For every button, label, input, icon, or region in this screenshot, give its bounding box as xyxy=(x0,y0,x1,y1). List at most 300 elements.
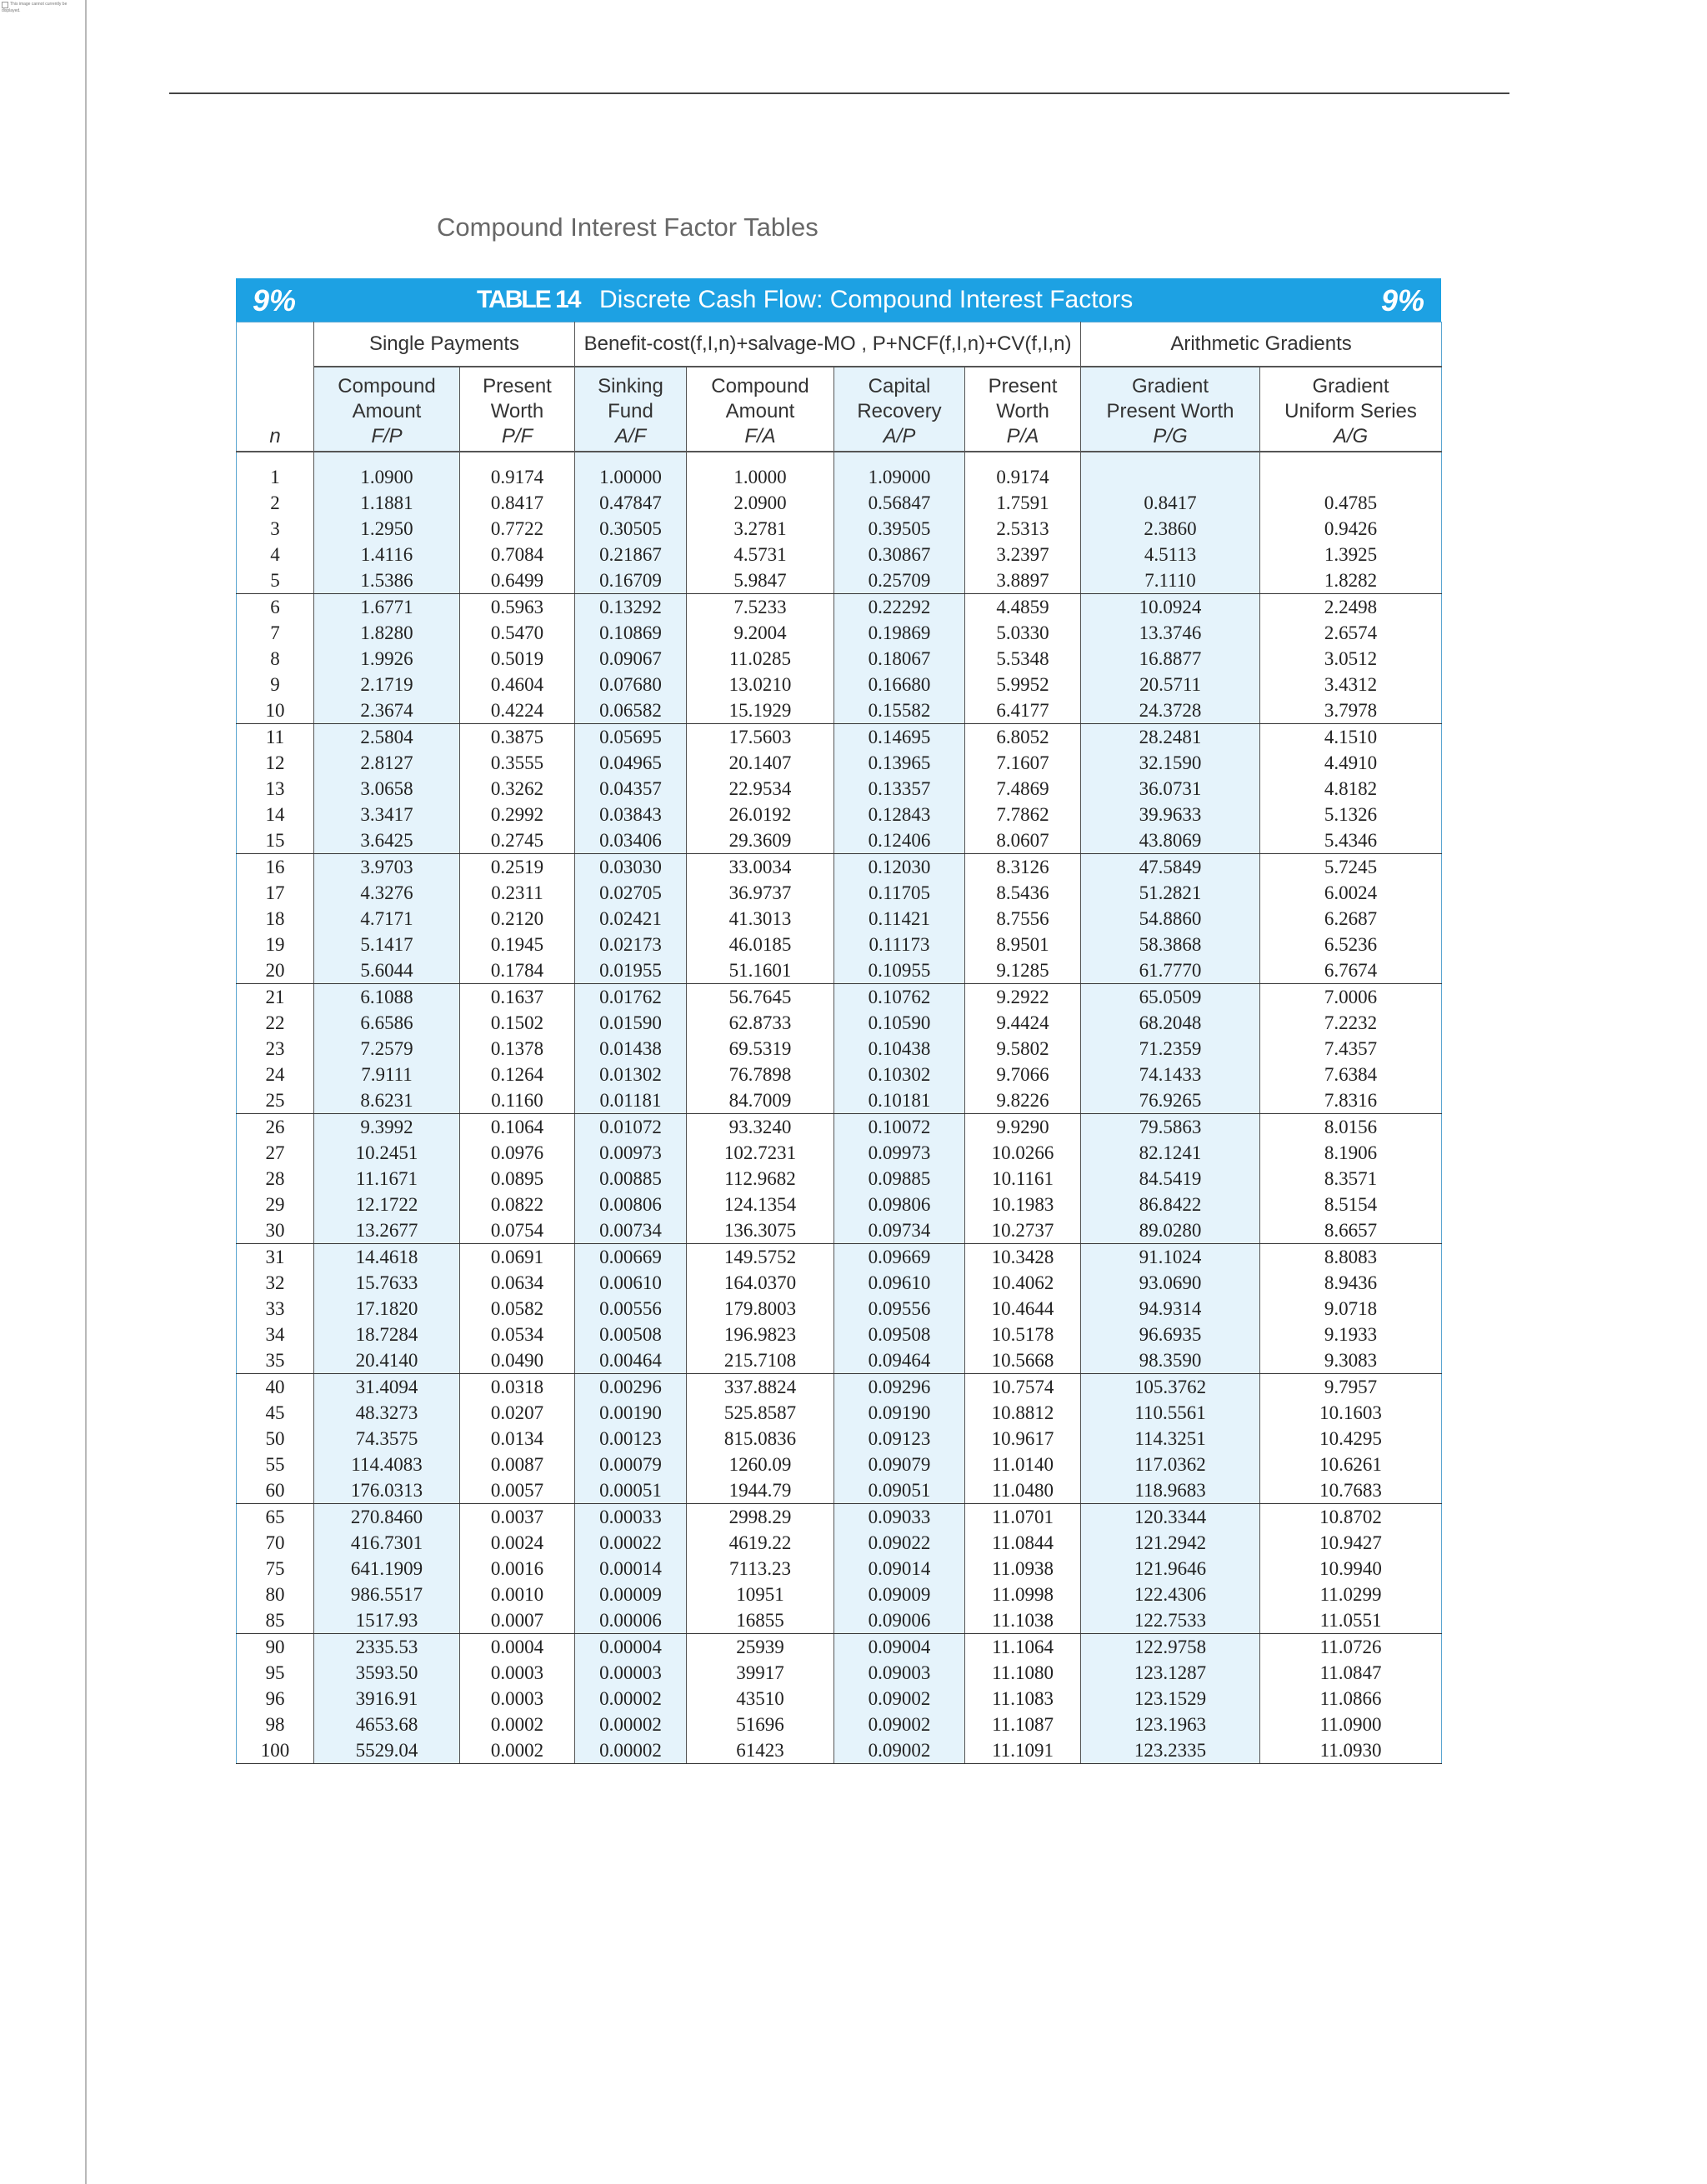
column-symbol: n xyxy=(269,425,281,447)
column-label: Amount xyxy=(352,400,422,422)
factor-cell: 1.0000 xyxy=(687,464,834,490)
period-cell: 11 xyxy=(265,727,285,747)
factor-cell: 0.09508 xyxy=(834,1322,965,1347)
factor-cell: 15.7633 xyxy=(314,1270,460,1296)
factor-cell: 0.15582 xyxy=(834,697,965,724)
factor-cell: 10.8812 xyxy=(965,1400,1081,1426)
factor-cell: 7.9111 xyxy=(314,1062,460,1087)
factor-cell: 5.4346 xyxy=(1260,827,1442,854)
factor-cell: 0.1784 xyxy=(460,957,575,984)
factor-cell: 48.3273 xyxy=(314,1400,460,1426)
table-row xyxy=(237,1166,1442,1192)
factor-cell: 84.5419 xyxy=(1081,1166,1260,1192)
factor-cell: 0.6499 xyxy=(460,567,575,594)
factor-cell: 0.00734 xyxy=(575,1217,687,1244)
factor-cell: 4619.22 xyxy=(687,1530,834,1556)
factor-cell: 33.0034 xyxy=(687,854,834,881)
factor-cell: 5.7245 xyxy=(1260,854,1442,881)
factor-cell: 0.00806 xyxy=(575,1192,687,1217)
factor-cell: 416.7301 xyxy=(314,1530,460,1556)
factor-cell: 122.4306 xyxy=(1081,1582,1260,1607)
factor-cell: 47.5849 xyxy=(1081,854,1260,881)
table-number: TABLE 14 xyxy=(477,286,580,313)
factor-cell: 0.39505 xyxy=(834,516,965,542)
factor-cell: 0.00022 xyxy=(575,1530,687,1556)
factor-cell: 9.5802 xyxy=(965,1036,1081,1062)
factor-cell: 986.5517 xyxy=(314,1582,460,1607)
factor-cell: 3.7978 xyxy=(1260,697,1442,724)
factor-cell: 56.7645 xyxy=(687,984,834,1011)
factor-cell: 10.5178 xyxy=(965,1322,1081,1347)
factor-cell: 0.0134 xyxy=(460,1426,575,1452)
factor-cell: 3.9703 xyxy=(314,854,460,881)
factor-cell: 0.0037 xyxy=(460,1504,575,1531)
factor-cell: 4.3276 xyxy=(314,880,460,906)
factor-cell: 11.0998 xyxy=(965,1582,1081,1607)
factor-cell: 82.1241 xyxy=(1081,1140,1260,1166)
factor-cell: 0.0004 xyxy=(460,1634,575,1661)
period-cell: 16 xyxy=(265,857,285,877)
period-cell: 7 xyxy=(270,622,280,643)
factor-cell: 51.1601 xyxy=(687,957,834,984)
factor-cell: 11.0866 xyxy=(1260,1686,1442,1712)
factor-cell: 2.6574 xyxy=(1260,620,1442,646)
factor-cell: 31.4094 xyxy=(314,1374,460,1401)
period-cell: 85 xyxy=(237,1607,314,1634)
table-row xyxy=(237,1296,1442,1322)
table-row xyxy=(237,490,1442,516)
factor-cell: 7.8316 xyxy=(1260,1087,1442,1114)
table-row xyxy=(237,542,1442,567)
factor-cell: 0.09610 xyxy=(834,1270,965,1296)
factor-cell: 7.0006 xyxy=(1260,984,1442,1011)
factor-cell: 6.6586 xyxy=(314,1010,460,1036)
factor-cell: 3.0658 xyxy=(314,776,460,802)
factor-cell: 25939 xyxy=(687,1634,834,1661)
factor-cell: 1.5386 xyxy=(314,567,460,594)
factor-cell: 10.4644 xyxy=(965,1296,1081,1322)
factor-cell: 0.10762 xyxy=(834,984,965,1011)
factor-cell: 0.8417 xyxy=(1081,490,1260,516)
factor-cell: 9.9290 xyxy=(965,1114,1081,1141)
factor-cell: 3916.91 xyxy=(314,1686,460,1712)
factor-cell: 8.9436 xyxy=(1260,1270,1442,1296)
factor-cell: 9.3992 xyxy=(314,1114,460,1141)
factor-cell: 9.7957 xyxy=(1260,1374,1442,1401)
factor-cell: 2.3860 xyxy=(1081,516,1260,542)
factor-cell: 9.1933 xyxy=(1260,1322,1442,1347)
table-row xyxy=(237,1270,1442,1296)
factor-cell: 2998.29 xyxy=(687,1504,834,1531)
factor-cell: 0.09014 xyxy=(834,1556,965,1582)
factor-cell: 136.3075 xyxy=(687,1217,834,1244)
factor-cell: 124.1354 xyxy=(687,1192,834,1217)
period-cell: 100 xyxy=(237,1737,314,1764)
factor-cell: 0.00014 xyxy=(575,1556,687,1582)
factor-cell: 41.3013 xyxy=(687,906,834,932)
factor-cell: 1.8280 xyxy=(314,620,460,646)
factor-cell: 51.2821 xyxy=(1081,880,1260,906)
factor-cell: 17.5603 xyxy=(687,724,834,751)
factor-cell: 3.8897 xyxy=(965,567,1081,594)
factor-cell: 118.9683 xyxy=(1081,1477,1260,1504)
factor-cell: 20.4140 xyxy=(314,1347,460,1374)
factor-cell: 7113.23 xyxy=(687,1556,834,1582)
period-cell: 25 xyxy=(237,1087,314,1114)
factor-cell: 0.09003 xyxy=(834,1660,965,1686)
factor-cell: 76.7898 xyxy=(687,1062,834,1087)
factor-cell: 13.2677 xyxy=(314,1217,460,1244)
table-row xyxy=(237,1504,1442,1531)
factor-cell: 0.00885 xyxy=(575,1166,687,1192)
table-row xyxy=(237,724,1442,751)
column-symbol: P/G xyxy=(1153,425,1188,447)
table-row xyxy=(237,1217,1442,1244)
factor-cell: 114.3251 xyxy=(1081,1426,1260,1452)
page-title: Compound Interest Factor Tables xyxy=(437,212,818,242)
column-header-af xyxy=(575,367,687,452)
factor-cell: 11.1038 xyxy=(965,1607,1081,1634)
factor-cell: 0.0976 xyxy=(460,1140,575,1166)
factor-cell: 4.5113 xyxy=(1081,542,1260,567)
factor-cell: 0.09004 xyxy=(834,1634,965,1661)
factor-cell: 0.10072 xyxy=(834,1114,965,1141)
factor-cell: 0.00004 xyxy=(575,1634,687,1661)
period-cell: 35 xyxy=(237,1347,314,1374)
factor-cell: 0.09734 xyxy=(834,1217,965,1244)
table-row xyxy=(237,776,1442,802)
table-row xyxy=(237,1426,1442,1452)
factor-cell: 0.2745 xyxy=(460,827,575,854)
factor-cell: 91.1024 xyxy=(1081,1244,1260,1271)
factor-cell: 0.13965 xyxy=(834,750,965,776)
factor-cell: 815.0836 xyxy=(687,1426,834,1452)
factor-cell: 0.25709 xyxy=(834,567,965,594)
period-cell: 34 xyxy=(265,1324,285,1345)
period-cell: 75 xyxy=(265,1558,285,1579)
factor-cell: 8.8083 xyxy=(1260,1244,1442,1271)
table-title: Discrete Cash Flow: Compound Interest Factors xyxy=(599,286,1134,313)
group-header-row xyxy=(237,322,1442,367)
factor-cell: 10.2737 xyxy=(965,1217,1081,1244)
factor-cell: 46.0185 xyxy=(687,932,834,957)
factor-cell: 0.16709 xyxy=(575,567,687,594)
factor-cell: 10.5668 xyxy=(965,1347,1081,1374)
factor-cell: 10.4062 xyxy=(965,1270,1081,1296)
column-label: Worth xyxy=(490,400,544,422)
factor-cell: 0.00508 xyxy=(575,1322,687,1347)
factor-cell: 0.00973 xyxy=(575,1140,687,1166)
factor-cell: 123.1287 xyxy=(1081,1660,1260,1686)
period-cell: 15 xyxy=(237,827,314,854)
period-cell: 28 xyxy=(265,1168,285,1189)
factor-cell: 4.5731 xyxy=(687,542,834,567)
factor-cell: 2.2498 xyxy=(1260,594,1442,621)
factor-cell: 15.1929 xyxy=(687,697,834,724)
factor-cell: 122.7533 xyxy=(1081,1607,1260,1634)
factor-cell: 8.0156 xyxy=(1260,1114,1442,1141)
factor-cell: 0.12843 xyxy=(834,802,965,827)
factor-cell: 5.9952 xyxy=(965,672,1081,697)
column-label: Sinking xyxy=(598,375,663,397)
column-label: Gradient xyxy=(1132,375,1209,397)
column-label: Worth xyxy=(996,400,1049,422)
table-row xyxy=(237,620,1442,646)
factor-cell: 0.00002 xyxy=(575,1737,687,1764)
period-cell: 32 xyxy=(265,1272,285,1293)
factor-cell: 5.5348 xyxy=(965,646,1081,672)
factor-cell: 10.7683 xyxy=(1260,1477,1442,1504)
factor-cell: 110.5561 xyxy=(1081,1400,1260,1426)
factor-cell: 2.1719 xyxy=(314,672,460,697)
factor-cell: 0.0534 xyxy=(460,1322,575,1347)
table-row xyxy=(237,1192,1442,1217)
factor-cell: 1.9926 xyxy=(314,646,460,672)
factor-cell: 1.3925 xyxy=(1260,542,1442,567)
table-row xyxy=(237,932,1442,957)
factor-cell: 7.4869 xyxy=(965,776,1081,802)
table-row xyxy=(237,594,1442,621)
column-header-ag xyxy=(1260,367,1442,452)
factor-cell: 120.3344 xyxy=(1081,1504,1260,1531)
factor-cell: 36.9737 xyxy=(687,880,834,906)
factor-cell: 123.2335 xyxy=(1081,1737,1260,1764)
table-row xyxy=(237,1737,1442,1764)
factor-cell: 1.7591 xyxy=(965,490,1081,516)
factor-cell: 0.30867 xyxy=(834,542,965,567)
factor-cell: 11.0299 xyxy=(1260,1582,1442,1607)
factor-cell: 0.01438 xyxy=(575,1036,687,1062)
factor-cell: 0.1378 xyxy=(460,1036,575,1062)
factor-cell: 102.7231 xyxy=(687,1140,834,1166)
column-label: Compound xyxy=(711,375,809,397)
table-row xyxy=(237,646,1442,672)
factor-cell: 84.7009 xyxy=(687,1087,834,1114)
factor-cell: 0.1637 xyxy=(460,984,575,1011)
period-cell: 50 xyxy=(265,1428,285,1449)
column-symbol: P/A xyxy=(1006,425,1039,447)
factor-cell: 0.4224 xyxy=(460,697,575,724)
factor-cell: 2.0900 xyxy=(687,490,834,516)
factor-cell: 26.0192 xyxy=(687,802,834,827)
rate-label-left: 9% xyxy=(253,283,297,317)
group-uniform-series: Benefit-cost(f,I,n)+salvage-MO , P+NCF(f,I,n)+CV(f,I,n) xyxy=(575,322,1081,367)
factor-cell: 16855 xyxy=(687,1607,834,1634)
factor-cell: 5.9847 xyxy=(687,567,834,594)
factor-cell: 74.1433 xyxy=(1081,1062,1260,1087)
table-row xyxy=(237,1452,1442,1477)
factor-cell: 11.1064 xyxy=(965,1634,1081,1661)
factor-cell: 11.0900 xyxy=(1260,1712,1442,1737)
factor-cell: 69.5319 xyxy=(687,1036,834,1062)
factor-cell: 0.12030 xyxy=(834,854,965,881)
column-label: Compound xyxy=(338,375,436,397)
factor-cell: 11.1080 xyxy=(965,1660,1081,1686)
factor-cell: 11.0726 xyxy=(1260,1634,1442,1661)
factor-cell: 39917 xyxy=(687,1660,834,1686)
factor-cell: 94.9314 xyxy=(1081,1296,1260,1322)
factor-cell: 11.1083 xyxy=(965,1686,1081,1712)
period-cell: 98 xyxy=(265,1714,285,1735)
factor-cell: 0.03030 xyxy=(575,854,687,881)
factor-cell: 0.7722 xyxy=(460,516,575,542)
factor-cell: 0.09002 xyxy=(834,1737,965,1764)
factor-cell: 6.1088 xyxy=(314,984,460,1011)
factor-cell: 0.11705 xyxy=(834,880,965,906)
factor-cell: 1.1881 xyxy=(314,490,460,516)
column-label: Gradient xyxy=(1312,375,1389,397)
broken-image-placeholder xyxy=(2,2,85,17)
factor-cell: 0.07680 xyxy=(575,672,687,697)
period-cell: 55 xyxy=(265,1454,285,1475)
factor-cell: 14.4618 xyxy=(314,1244,460,1271)
factor-cell: 123.1963 xyxy=(1081,1712,1260,1737)
factor-cell: 0.04965 xyxy=(575,750,687,776)
factor-cell: 61423 xyxy=(687,1737,834,1764)
period-cell: 21 xyxy=(265,987,285,1007)
column-label: Present xyxy=(483,375,552,397)
factor-cell: 7.2579 xyxy=(314,1036,460,1062)
factor-cell: 11.1091 xyxy=(965,1737,1081,1764)
period-cell: 24 xyxy=(265,1064,285,1085)
period-cell: 60 xyxy=(237,1477,314,1504)
factor-cell: 65.0509 xyxy=(1081,984,1260,1011)
factor-cell: 0.1160 xyxy=(460,1087,575,1114)
table-row xyxy=(237,1062,1442,1087)
table-row xyxy=(237,1114,1442,1141)
broken-image-icon xyxy=(2,2,8,8)
table-row xyxy=(237,1582,1442,1607)
table-row xyxy=(237,1400,1442,1426)
factor-cell: 79.5863 xyxy=(1081,1114,1260,1141)
factor-cell: 0.8417 xyxy=(460,490,575,516)
factor-cell: 2.5313 xyxy=(965,516,1081,542)
factor-cell: 0.3555 xyxy=(460,750,575,776)
factor-cell: 0.09022 xyxy=(834,1530,965,1556)
factor-cell: 22.9534 xyxy=(687,776,834,802)
factor-cell: 0.16680 xyxy=(834,672,965,697)
factor-cell: 1.00000 xyxy=(575,464,687,490)
factor-cell: 20.1407 xyxy=(687,750,834,776)
factor-cell: 1.8282 xyxy=(1260,567,1442,594)
factor-cell: 10.1161 xyxy=(965,1166,1081,1192)
factor-cell: 0.30505 xyxy=(575,516,687,542)
factor-cell: 0.09033 xyxy=(834,1504,965,1531)
factor-cell: 0.0822 xyxy=(460,1192,575,1217)
factor-cell: 10.9940 xyxy=(1260,1556,1442,1582)
table-row xyxy=(237,567,1442,594)
factor-cell: 16.8877 xyxy=(1081,646,1260,672)
factor-cell: 112.9682 xyxy=(687,1166,834,1192)
group-single-payments: Single Payments xyxy=(314,322,575,367)
factor-cell: 32.1590 xyxy=(1081,750,1260,776)
period-cell: 30 xyxy=(237,1217,314,1244)
factor-cell: 7.6384 xyxy=(1260,1062,1442,1087)
period-cell: 70 xyxy=(265,1532,285,1553)
factor-cell: 0.06582 xyxy=(575,697,687,724)
group-arithmetic-gradients: Arithmetic Gradients xyxy=(1081,322,1442,367)
factor-cell: 0.0016 xyxy=(460,1556,575,1582)
factor-cell: 0.0895 xyxy=(460,1166,575,1192)
factor-cell: 0.1264 xyxy=(460,1062,575,1087)
factor-cell: 10.4295 xyxy=(1260,1426,1442,1452)
factor-cell: 9.2922 xyxy=(965,984,1081,1011)
factor-cell: 0.2519 xyxy=(460,854,575,881)
factor-cell: 0.10590 xyxy=(834,1010,965,1036)
table-row xyxy=(237,880,1442,906)
factor-cell: 0.09002 xyxy=(834,1712,965,1737)
corner-cell xyxy=(237,322,314,367)
header-rule xyxy=(169,92,1509,94)
factor-cell: 8.5154 xyxy=(1260,1192,1442,1217)
factor-cell: 0.5470 xyxy=(460,620,575,646)
table-row xyxy=(237,1036,1442,1062)
factor-cell: 0.0490 xyxy=(460,1347,575,1374)
factor-table xyxy=(236,322,1442,1764)
factor-cell: 0.1502 xyxy=(460,1010,575,1036)
factor-cell: 0.10438 xyxy=(834,1036,965,1062)
factor-cell xyxy=(1260,464,1442,490)
factor-cell: 0.13292 xyxy=(575,594,687,621)
table-row xyxy=(237,1140,1442,1166)
factor-cell: 11.0930 xyxy=(1260,1737,1442,1764)
period-cell: 31 xyxy=(265,1247,285,1267)
period-cell: 33 xyxy=(265,1298,285,1319)
factor-cell: 0.10181 xyxy=(834,1087,965,1114)
factor-cell: 6.7674 xyxy=(1260,957,1442,984)
period-cell: 20 xyxy=(237,957,314,984)
factor-cell: 0.00190 xyxy=(575,1400,687,1426)
factor-cell: 10.9617 xyxy=(965,1426,1081,1452)
factor-cell: 11.0844 xyxy=(965,1530,1081,1556)
factor-cell: 4.8182 xyxy=(1260,776,1442,802)
table-row xyxy=(237,516,1442,542)
factor-cell: 11.0938 xyxy=(965,1556,1081,1582)
period-cell: 12 xyxy=(265,752,285,773)
factor-cell: 36.0731 xyxy=(1081,776,1260,802)
factor-cell: 10.8702 xyxy=(1260,1504,1442,1531)
factor-cell: 0.00123 xyxy=(575,1426,687,1452)
factor-cell: 7.4357 xyxy=(1260,1036,1442,1062)
period-cell: 22 xyxy=(265,1012,285,1033)
factor-cell: 0.10955 xyxy=(834,957,965,984)
column-header-ap xyxy=(834,367,965,452)
factor-cell: 0.10302 xyxy=(834,1062,965,1087)
factor-cell: 4.7171 xyxy=(314,906,460,932)
column-label: Capital xyxy=(868,375,931,397)
column-label: Fund xyxy=(608,400,653,422)
factor-cell: 5.0330 xyxy=(965,620,1081,646)
factor-cell: 10.3428 xyxy=(965,1244,1081,1271)
factor-cell: 117.0362 xyxy=(1081,1452,1260,1477)
factor-cell: 12.1722 xyxy=(314,1192,460,1217)
factor-cell: 9.1285 xyxy=(965,957,1081,984)
factor-cell: 0.09009 xyxy=(834,1582,965,1607)
factor-cell: 0.00051 xyxy=(575,1477,687,1504)
factor-cell: 114.4083 xyxy=(314,1452,460,1477)
broken-image-text: This image cannot currently be displayed. xyxy=(2,2,68,13)
table-row xyxy=(237,1634,1442,1661)
table-row xyxy=(237,750,1442,776)
factor-cell: 0.18067 xyxy=(834,646,965,672)
factor-cell: 1.4116 xyxy=(314,542,460,567)
factor-cell: 0.9174 xyxy=(965,464,1081,490)
factor-cell: 0.7084 xyxy=(460,542,575,567)
factor-cell: 5.6044 xyxy=(314,957,460,984)
factor-cell: 4.4859 xyxy=(965,594,1081,621)
period-cell: 80 xyxy=(265,1584,285,1605)
factor-cell: 51696 xyxy=(687,1712,834,1737)
